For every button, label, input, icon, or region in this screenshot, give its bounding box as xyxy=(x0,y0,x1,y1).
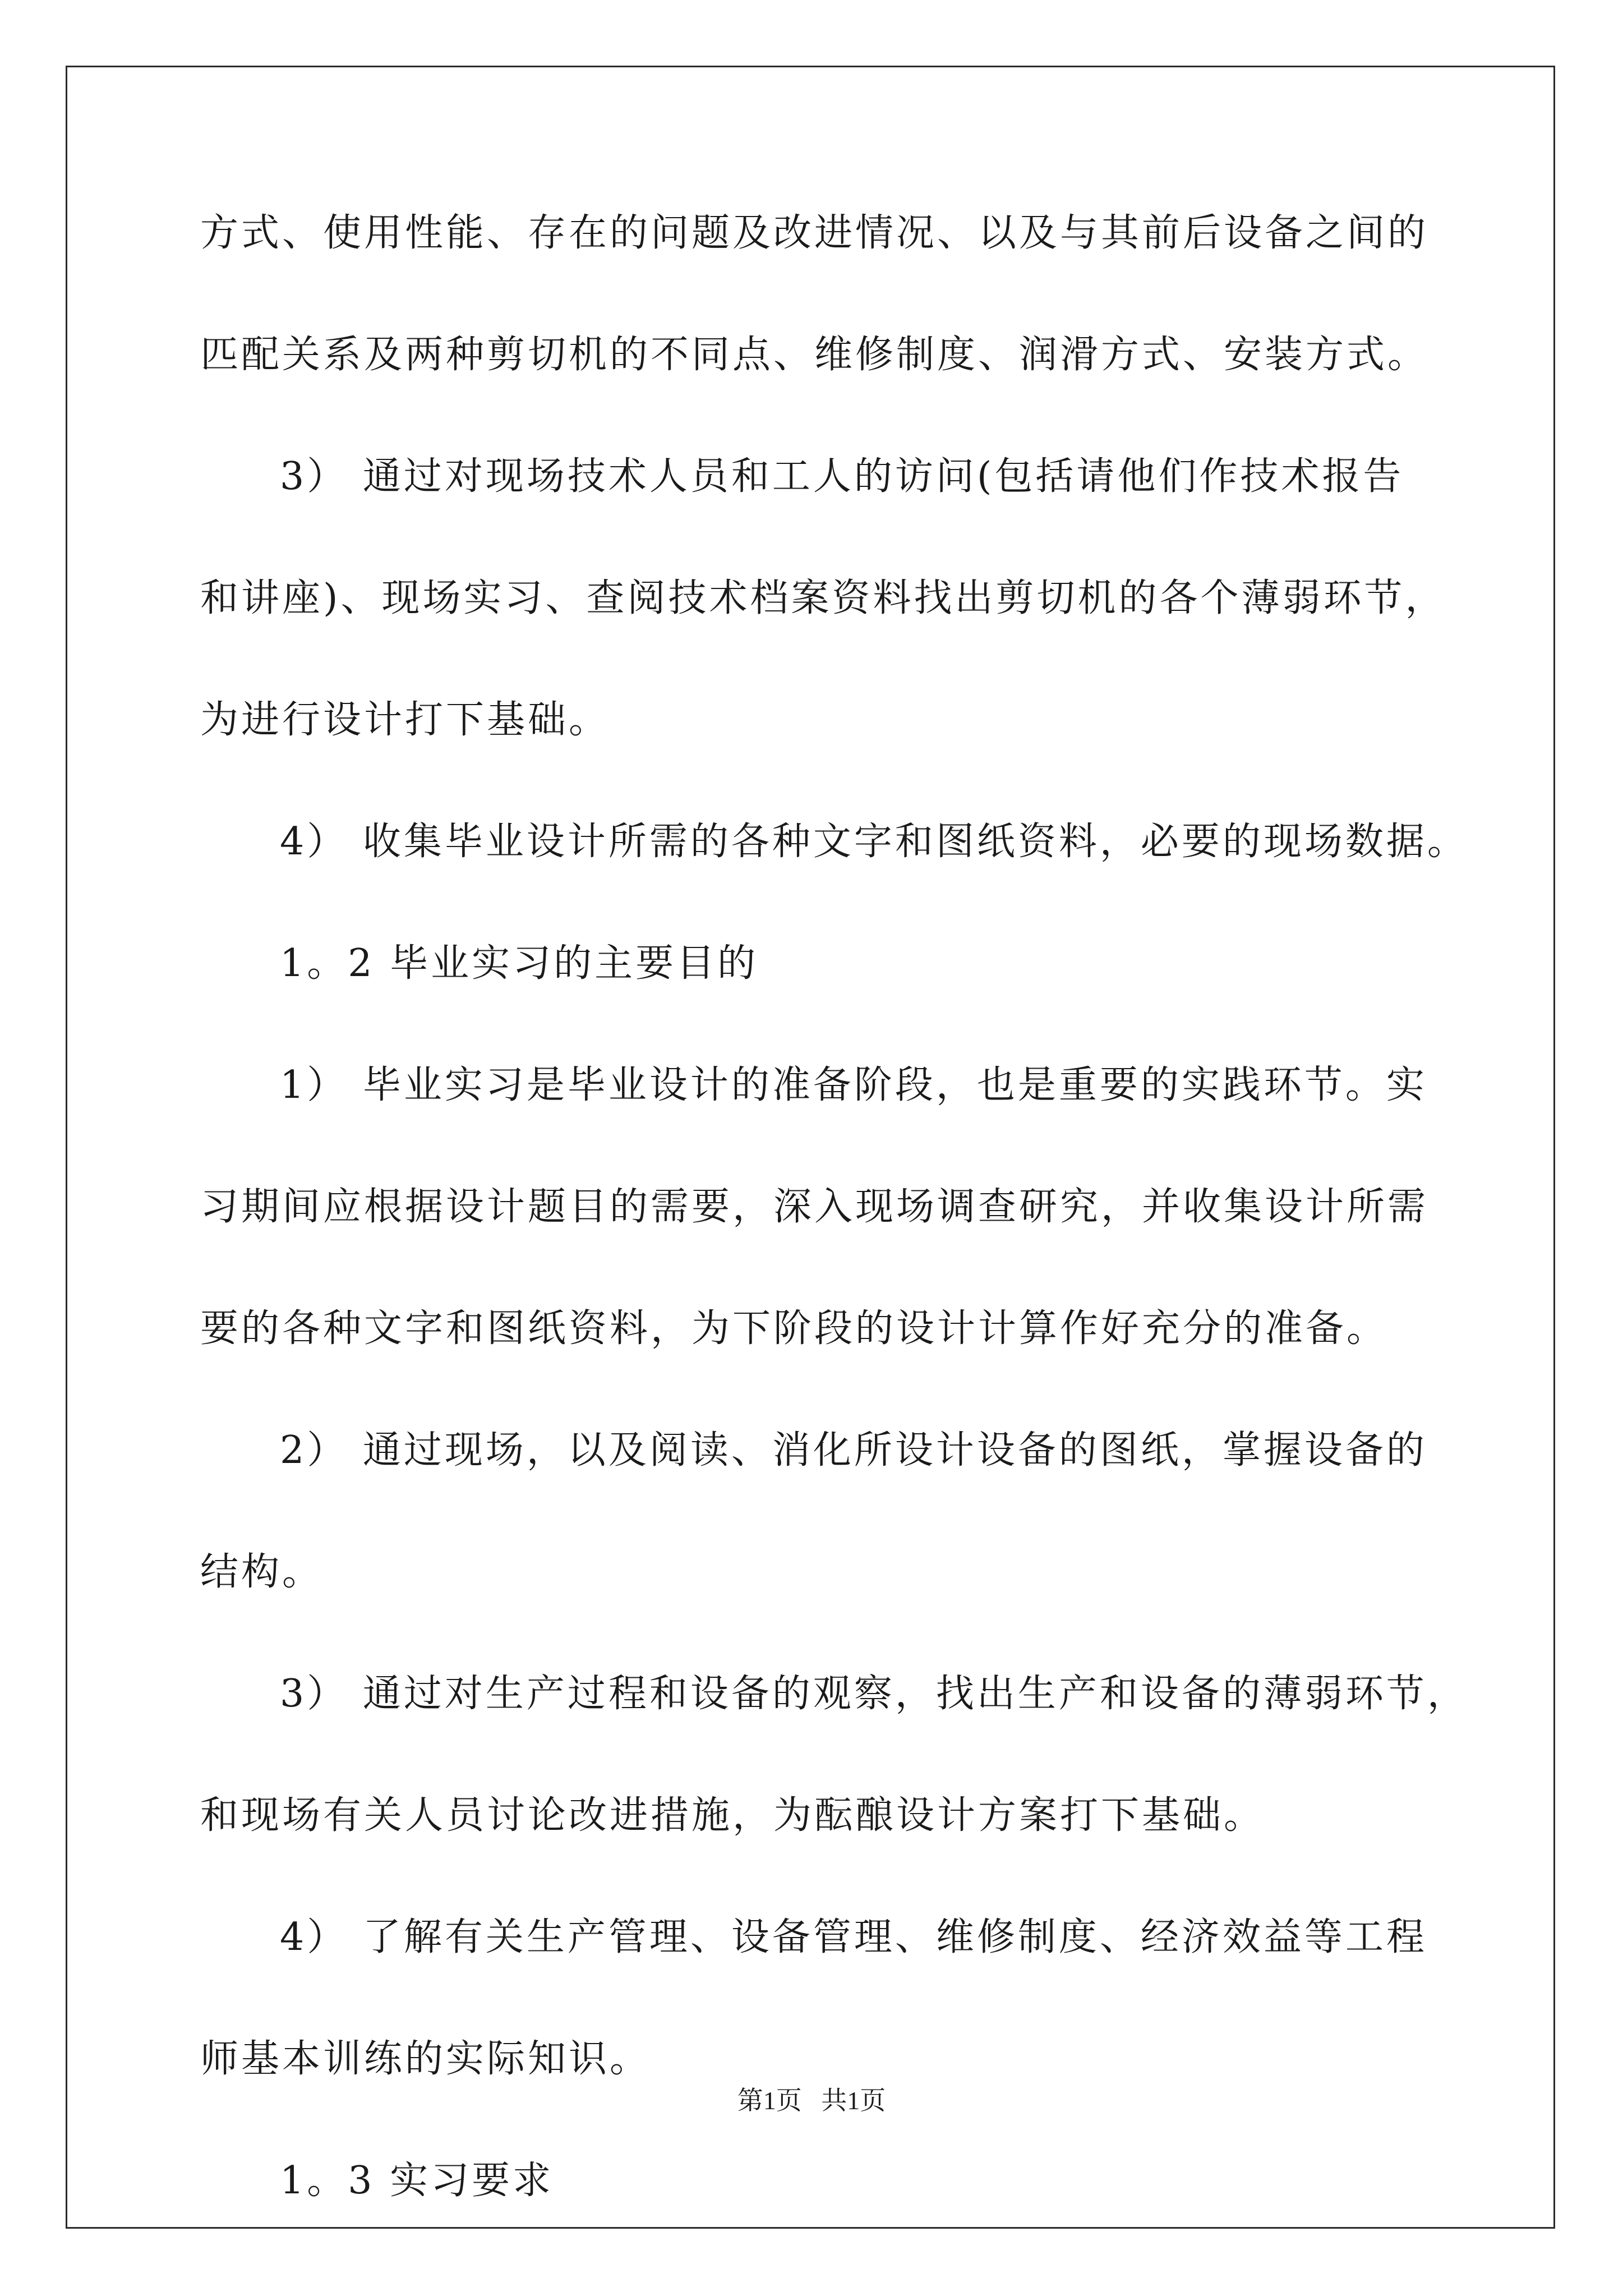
text-line: 4） 收集毕业设计所需的各种文字和图纸资料，必要的现场数据。 xyxy=(280,820,1468,864)
text-line: 和讲座)、现场实习、查阅技术档案资料找出剪切机的各个薄弱环节， xyxy=(200,576,1446,620)
text-line: 习期间应根据设计题目的需要，深入现场调查研究，并收集设计所需 xyxy=(200,1185,1429,1229)
text-line: 3） 通过对生产过程和设备的观察，找出生产和设备的薄弱环节， xyxy=(280,1672,1468,1716)
text-line: 4） 了解有关生产管理、设备管理、维修制度、经济效益等工程 xyxy=(280,1915,1427,1959)
text-line: 师基本训练的实际知识。 xyxy=(200,2037,651,2081)
document-body xyxy=(200,211,1468,2203)
section-heading: 1。2 毕业实习的主要目的 xyxy=(280,941,759,986)
text-line: 匹配关系及两种剪切机的不同点、维修制度、润滑方式、安装方式。 xyxy=(200,333,1429,377)
text-line: 3） 通过对现场技术人员和工人的访问(包括请他们作技术报告 xyxy=(280,454,1404,499)
text-line: 2） 通过现场，以及阅读、消化所设计设备的图纸，掌握设备的 xyxy=(280,1428,1427,1473)
page-footer xyxy=(0,2086,1623,2116)
text-line: 方式、使用性能、存在的问题及改进情况、以及与其前后设备之间的 xyxy=(200,211,1429,255)
text-line: 结构。 xyxy=(200,1550,324,1594)
text-line: 要的各种文字和图纸资料，为下阶段的设计计算作好充分的准备。 xyxy=(200,1306,1388,1351)
text-line: 1） 毕业实习是毕业设计的准备阶段，也是重要的实践环节。实 xyxy=(280,1063,1427,1107)
total-pages: 共1页 xyxy=(821,2086,886,2115)
section-heading: 1。3 实习要求 xyxy=(280,2159,554,2203)
text-line: 和现场有关人员讨论改进措施，为酝酿设计方案打下基础。 xyxy=(200,1793,1265,1838)
text-line: 为进行设计打下基础。 xyxy=(200,698,610,742)
page-number: 第1页 xyxy=(737,2086,802,2115)
